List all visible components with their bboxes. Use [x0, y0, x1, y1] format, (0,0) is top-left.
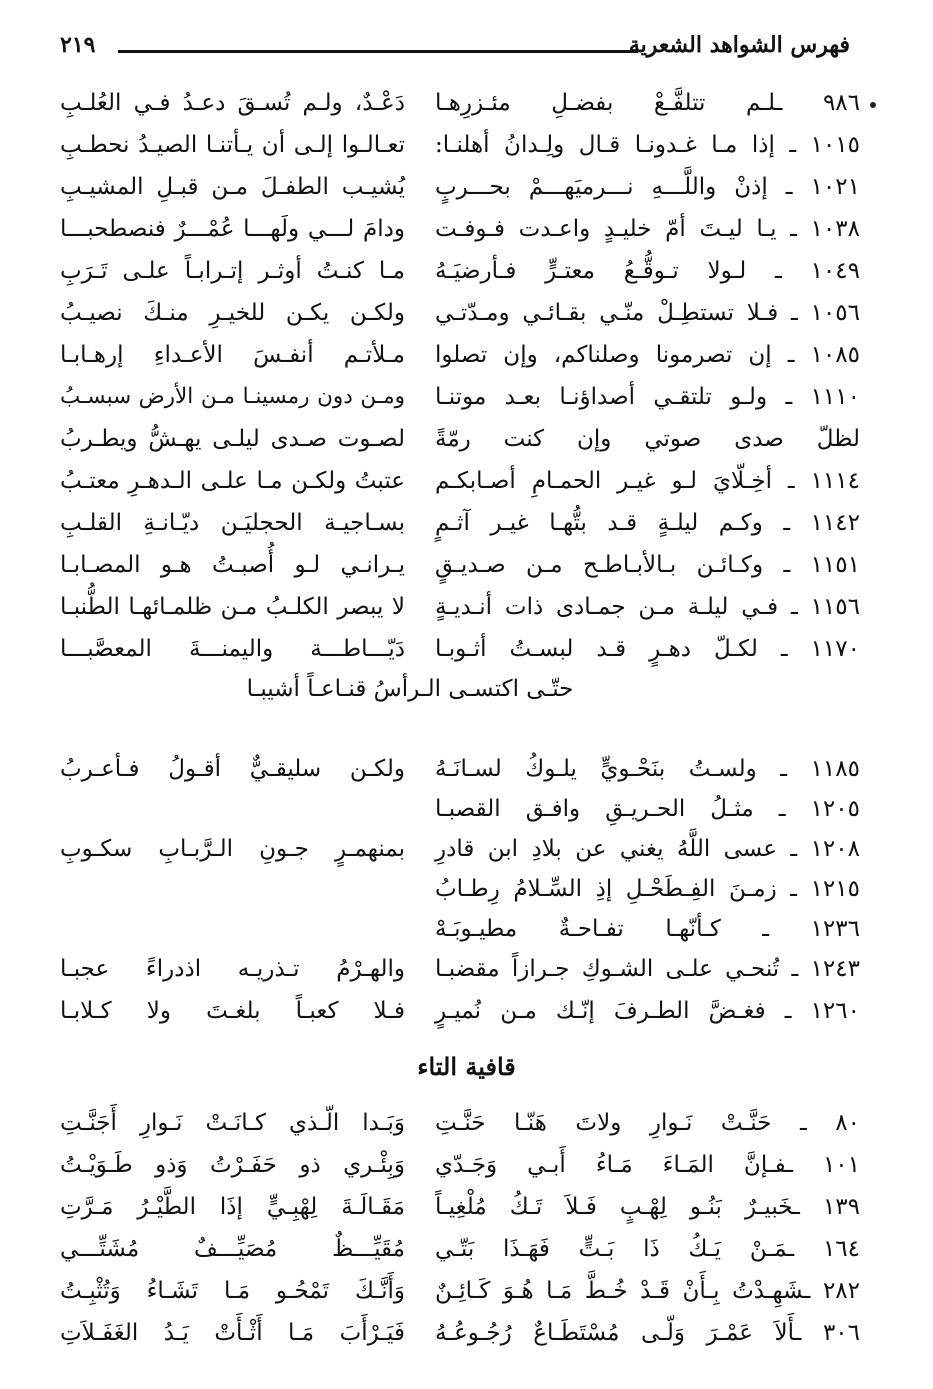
verse-second-half: مـلأتـم أنفـسَ الأعـداءِ إرهـابـا [60, 342, 405, 368]
section-heading: قافية التاء [417, 1052, 516, 1081]
verse-second-half: لصـوت صـدى ليلـى يهـشُّ ويطـربُ [60, 426, 405, 452]
verse-first-half: ٢٨٢ ـشَهِـدْتُ بِـأَنْ قَـدْ خُـطَّ مَـا هُـوَ كَـائِـنٌ [435, 1278, 860, 1304]
verse-first-half: ١٠٨٥ ـ إن تصرمونا وصلناكم، وإن تصلوا [435, 342, 860, 368]
verse-second-half: بسـاجيـة الحجليَـن ديّـانـةِ القلـبِ [60, 510, 405, 536]
verse-first-half: ١١٨٥ ـ ولسـتُ بنَحْـويٍّ يلـوكُ لسـانَـهُ [435, 756, 860, 782]
verse-first-half: ١١٤٢ ـ وكـم ليلـةٍ قـد بتُّهـا غيـر آثـمٍ [435, 510, 860, 536]
verse-second-half: عتبتُ ولكـن مـا علـى الـدهـرِ معتـبُ [60, 468, 405, 494]
verse-row [40, 1152, 860, 1192]
verse-first-half: ١٢٠٨ ـ عسى اللَّهُ يغني عن بلادِ ابن قادرِ [435, 836, 860, 862]
header-rule [118, 50, 638, 53]
verse-second-half: وَبِئْـري ذو حَفَـرْتُ وَذو طَـوَيْـتُ [60, 1152, 405, 1178]
verse-first-half: ١٠٣٨ ـ يـا ليـتَ أمّ خليـدٍ واعـدت فـوفـت [435, 216, 860, 242]
verse-second-half: تعـالـوا إلـى أن يـأتنـا الصيـدُ نحطـبِ [60, 132, 405, 158]
verse-first-half: ١٢٦٠ ـ فغـضَّ الطـرفَ إنّـك مـن نُميـرٍ [435, 998, 860, 1024]
verse-first-half: ٣٠٦ ـأَلاَ عَمْـرَ وَلّـى مُسْتَطَـاعٌ رُجُـوعُـهُ [435, 1320, 860, 1346]
margin-mark [870, 102, 876, 108]
verse-row [40, 836, 860, 876]
verse-row [40, 998, 860, 1038]
page-header [60, 30, 850, 70]
verse-row [40, 174, 860, 214]
verse-second-half: دَيّـــاطـــة واليمنـــةَ المعصَّبـــا [60, 636, 405, 662]
verse-first-half: لظلّ صدى صوتي وإن كنت رمّةً [435, 426, 860, 452]
verse-first-half: ١٠٥٦ ـ فـلا تستطِـلْ منّـي بقـائـي ومـدّتـي [435, 300, 860, 326]
verse-first-half: ١١١٠ ـ ولـو تلتقـي أصداؤنـا بعـد موتنـا [435, 384, 860, 410]
verse-row [40, 468, 860, 508]
verse-row [40, 756, 860, 796]
verse-first-half: ١٦٤ ـمَـنْ يَـكُ ذَا بَـتٍّ فَهَـذَا بَتّـي [435, 1236, 860, 1262]
verse-first-half: ٨٠ ـ حَنَّـتْ نَـوارِ ولاتَ هَنّـا حَنَّـتِ [435, 1110, 860, 1136]
verse-first-half: ١٠١ ـفـإنَّ المَـاءَ مَـاءُ أَبـي وَجَـدّي [435, 1152, 860, 1178]
verse-second-half: مُقَيِّـــظٌ مُصَيِّـــفٌ مُشَتِّـــي [60, 1236, 405, 1262]
verse-second-half: ودامَ لـــي ولَهـــا عُمْـــرٌ فنصطحبـــا [60, 216, 405, 242]
verse-row [40, 876, 860, 916]
verse-row [40, 1278, 860, 1318]
verse-first-half: ١٢٠٥ ـ مثـلُ الحـريـقِ وافـق القصبـا [435, 796, 860, 822]
verse-row [40, 1320, 860, 1360]
verse-first-half: ١٠٤٩ ـ لـولا تـوقُّـعُ معتـرٍّ فـأرضيَـهُ [435, 258, 860, 284]
verse-second-half: بمنهمـرٍ جـونِ الـرَّبـابِ سكـوبِ [60, 836, 405, 862]
verse-row [40, 1236, 860, 1276]
verse-row [40, 216, 860, 256]
verse-second-half: ولكـن يكـن للخيـرِ منـكَ نصيـبُ [60, 300, 405, 326]
verse-first-half: ١٢١٥ ـ زمـنَ الفِـطَحْـلِ إذِ السِّـلامُ رِطـابُ [435, 876, 860, 902]
verse-second-half: فَيَـرْأَبَ مَـا أَثْـأَتْ يَـدُ الغَفَـلاَتِ [60, 1320, 405, 1346]
verse-row [40, 916, 860, 956]
verse-first-half: ١٠١٥ ـ إذا مـا غـدونـا قـال ولِـدانُ أهلنـا: [435, 132, 860, 158]
verse-row [40, 956, 860, 996]
verse-first-half: ٩٨٦ ـلـم تتلفَّـعْ بفضـلِ مئـزرِهـا [435, 90, 860, 116]
verse-second-half: مَقَـالَـةَ لِهْبِـيٍّ إذَا الطَّيْـرُ مَـرَّتِ [60, 1194, 405, 1220]
verse-second-half: ولكـن سليقـيٌّ أقـولُ فـأعـربُ [60, 756, 405, 782]
verse-first-half: ١٢٤٣ ـ تُنحـي علـى الشـوكِ جـرازاً مقضبـا [435, 956, 860, 982]
verse-first-half: ١١٥١ ـ وكـائـن بـالأبـاطـح مـن صـديـقٍ [435, 552, 860, 578]
verse-row [40, 594, 860, 634]
verse-second-half: والهـرْمُ تـذريـه اذدراءً عجبـا [60, 956, 405, 982]
running-title: فهرس الشواهد الشعرية [628, 32, 850, 58]
verse-row [40, 300, 860, 340]
verse-second-half: لا يبصر الكلـبُ مـن ظلمـائهـا الطُّنبـا [60, 594, 405, 620]
verse-row [40, 132, 860, 172]
verse-second-half: فـلا كعبـاً بلغـتَ ولا كـلابـا [60, 998, 405, 1024]
verse-row [40, 1110, 860, 1150]
verse-row [40, 426, 860, 466]
verse-row [40, 258, 860, 298]
verse-continuation: حتّـى اكتسـى الـرأسُ قنـاعـاً أشيبـا [246, 676, 574, 702]
verse-first-half: ١١١٤ ـ أخِـلّايَ لـو غيـر الحمـامِ أصـابكـم [435, 468, 860, 494]
verse-first-half: ١١٧٠ ـ لكـلّ دهـرٍ قـد لبسـتُ أثـوبـا [435, 636, 860, 662]
verse-second-half: مـا كنـتُ أوثـر إتـرابـاً علـى تَـرَبِ [60, 258, 405, 284]
page-number: ٢١٩ [60, 32, 96, 58]
verse-second-half: يُشيـب الطفـلَ مـن قبـلِ المشيـبِ [60, 174, 405, 200]
verse-row [40, 510, 860, 550]
verse-first-half: ١٠٢١ ـ إذنْ واللَّـــهِ نـــرميَهـــمْ بحـــربٍ [435, 174, 860, 200]
verse-second-half: ومـن دون رمسينـا مـن الأرض سبسـبُ [60, 384, 405, 409]
verse-row [40, 342, 860, 382]
verse-row [40, 90, 860, 130]
verse-row [40, 796, 860, 836]
verse-row [40, 1194, 860, 1234]
verse-first-half: ١٢٣٦ ـ كـأنّهـا تفـاحـةٌ مطيـوبَـهْ [435, 916, 860, 942]
verse-row [40, 636, 860, 676]
verse-row [40, 552, 860, 592]
verse-first-half: ١١٥٦ ـ فـي ليلـة مـن جمـادى ذات أنـديـةٍ [435, 594, 860, 620]
verse-first-half: ١٣٩ ـخَبيـرٌ بَنُـو لِهْـبٍ فَـلاَ تَـكُ مُلْغِيـاً [435, 1194, 860, 1220]
verse-second-half: يـرانـي لـو أُصبـتُ هـو المصـابـا [60, 552, 405, 578]
verse-second-half: دَعْـدٌ، ولـم تُسـقَ دعـدُ فـي العُلـبِ [60, 90, 405, 116]
verse-row [40, 384, 860, 424]
verse-second-half: وَبَـدا الّـذي كـانَـتْ نَـوارِ أَجَنَّـتِ [60, 1110, 405, 1136]
verse-second-half: وَأَنَّـكَ تَمْحُـو مَـا تَشَـاءُ وَتُثْبِـتُ [60, 1278, 405, 1304]
